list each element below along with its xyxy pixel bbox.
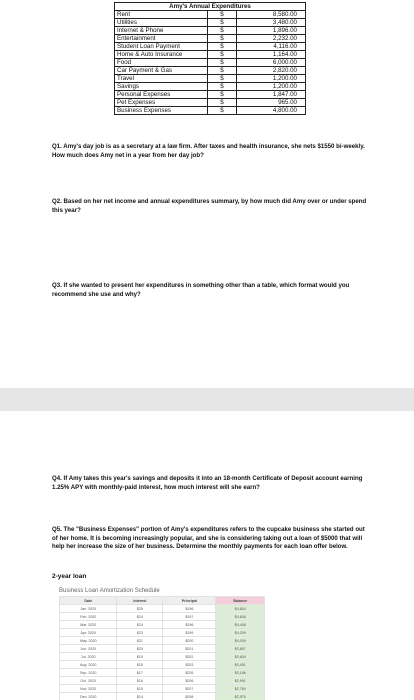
amortization-cell: Aug. 2020 bbox=[60, 661, 117, 669]
expense-value: 2,232.00 bbox=[237, 35, 306, 43]
expense-currency: $ bbox=[208, 67, 237, 75]
expense-row bbox=[115, 59, 306, 67]
amortization-cell: $3,604 bbox=[216, 653, 265, 661]
expense-value: 8,580.00 bbox=[237, 11, 306, 19]
amortization-row bbox=[60, 629, 265, 637]
document-page-2 bbox=[0, 411, 414, 700]
amortization-cell: $4,606 bbox=[216, 613, 265, 621]
expense-row bbox=[115, 91, 306, 99]
annual-expenditures-table bbox=[114, 2, 306, 115]
expense-currency: $ bbox=[208, 19, 237, 27]
expense-row bbox=[115, 11, 306, 19]
expense-currency: $ bbox=[208, 27, 237, 35]
page-gap bbox=[0, 388, 414, 411]
loan-offer-label: 2-year loan bbox=[52, 573, 87, 580]
amortization-cell: $202 bbox=[163, 653, 216, 661]
expense-label: Pet Expenses bbox=[115, 99, 208, 107]
expense-label: Internet & Phone bbox=[115, 27, 208, 35]
amortization-row bbox=[60, 613, 265, 621]
expense-value: 3,480.00 bbox=[237, 19, 306, 27]
amortization-cell: $2,991 bbox=[216, 677, 265, 685]
amortization-cell: $196 bbox=[163, 605, 216, 613]
expense-currency: $ bbox=[208, 99, 237, 107]
expense-row bbox=[115, 107, 306, 115]
amortization-cell: Apr. 2020 bbox=[60, 629, 117, 637]
amortization-cell: $2,576 bbox=[216, 693, 265, 700]
expense-currency: $ bbox=[208, 35, 237, 43]
amortization-header-cell: Balance bbox=[216, 597, 265, 605]
amortization-cell: $4,209 bbox=[216, 629, 265, 637]
amortization-cell: Oct. 2020 bbox=[60, 677, 117, 685]
amortization-cell: $206 bbox=[163, 677, 216, 685]
amortization-row bbox=[60, 693, 265, 700]
amortization-row bbox=[60, 677, 265, 685]
expense-label: Car Payment & Gas bbox=[115, 67, 208, 75]
expense-currency: $ bbox=[208, 75, 237, 83]
amortization-cell: Sep. 2020 bbox=[60, 669, 117, 677]
expense-value: 1,200.00 bbox=[237, 83, 306, 91]
amortization-row bbox=[60, 605, 265, 613]
amortization-cell: $200 bbox=[163, 637, 216, 645]
amortization-row bbox=[60, 645, 265, 653]
amortization-cell: $207 bbox=[163, 685, 216, 693]
expense-value: 1,200.00 bbox=[237, 75, 306, 83]
amortization-header-cell: Date bbox=[60, 597, 117, 605]
expense-value: 1,164.00 bbox=[237, 51, 306, 59]
expense-value: 6,000.00 bbox=[237, 59, 306, 67]
amortization-cell: $14 bbox=[117, 693, 163, 700]
amortization-cell: Jun. 2020 bbox=[60, 645, 117, 653]
amortization-cell: $4,804 bbox=[216, 605, 265, 613]
amortization-cell: $205 bbox=[163, 669, 216, 677]
expense-currency: $ bbox=[208, 107, 237, 115]
amortization-cell: $20 bbox=[117, 645, 163, 653]
amortization-cell: $15 bbox=[117, 685, 163, 693]
amortization-cell: $21 bbox=[117, 637, 163, 645]
amortization-cell: $17 bbox=[117, 669, 163, 677]
expense-row bbox=[115, 67, 306, 75]
expense-label: Rent bbox=[115, 11, 208, 19]
question-2: Q2. Based on her net income and annual expenditures summary, by how much did Amy over or under spend this year? bbox=[52, 198, 367, 214]
amortization-row bbox=[60, 685, 265, 693]
amortization-cell: $208 bbox=[163, 693, 216, 700]
amortization-cell: $199 bbox=[163, 629, 216, 637]
amortization-cell: $4,009 bbox=[216, 637, 265, 645]
expense-label: Home & Auto Insurance bbox=[115, 51, 208, 59]
expense-label: Food bbox=[115, 59, 208, 67]
expense-row bbox=[115, 83, 306, 91]
amortization-cell: $16 bbox=[117, 677, 163, 685]
question-3: Q3. If she wanted to present her expenditures in something other than a table, which format would you recommend she use and why? bbox=[52, 282, 350, 298]
amortization-cell: $23 bbox=[117, 629, 163, 637]
expense-value: 965.00 bbox=[237, 99, 306, 107]
amortization-cell: $3,196 bbox=[216, 669, 265, 677]
expense-row bbox=[115, 19, 306, 27]
amortization-cell: Jul. 2020 bbox=[60, 653, 117, 661]
expense-label: Travel bbox=[115, 75, 208, 83]
question-4: Q4. If Amy takes this year's savings and deposits it into an 18-month Certificate of Deposit account earning 1.25% APY with monthly-paid interest, how much interest will she earn? bbox=[52, 475, 363, 491]
expenditures-table-title: Amy's Annual Expenditures bbox=[115, 3, 306, 11]
expense-value: 1,896.00 bbox=[237, 27, 306, 35]
expense-currency: $ bbox=[208, 91, 237, 99]
amortization-row bbox=[60, 621, 265, 629]
expense-row bbox=[115, 75, 306, 83]
amortization-cell: $24 bbox=[117, 613, 163, 621]
amortization-cell: Mar. 2020 bbox=[60, 621, 117, 629]
amortization-header-cell: Principal bbox=[163, 597, 216, 605]
expense-row bbox=[115, 99, 306, 107]
expense-label: Savings bbox=[115, 83, 208, 91]
expense-currency: $ bbox=[208, 11, 237, 19]
amortization-row bbox=[60, 637, 265, 645]
amortization-row bbox=[60, 653, 265, 661]
expense-value: 4,116.00 bbox=[237, 43, 306, 51]
question-5: Q5. The "Business Expenses" portion of Amy's expenditures refers to the cupcake business she started out of her home. It is becoming increasingly popular, and she is considering taking out a loan of $5000 that will help her increase the size of her business. Determine the monthly payments for each loan offer below. bbox=[52, 526, 365, 551]
expense-currency: $ bbox=[208, 51, 237, 59]
amortization-cell: $3,401 bbox=[216, 661, 265, 669]
amortization-cell: $19 bbox=[117, 653, 163, 661]
expense-currency: $ bbox=[208, 43, 237, 51]
expense-value: 1,847.00 bbox=[237, 91, 306, 99]
expense-row bbox=[115, 43, 306, 51]
amortization-cell: $4,408 bbox=[216, 621, 265, 629]
amortization-cell: Feb. 2020 bbox=[60, 613, 117, 621]
amortization-cell: $197 bbox=[163, 613, 216, 621]
amortization-cell: $2,784 bbox=[216, 685, 265, 693]
amortization-cell: $198 bbox=[163, 621, 216, 629]
amortization-cell: $24 bbox=[117, 621, 163, 629]
expense-currency: $ bbox=[208, 59, 237, 67]
amortization-table bbox=[59, 596, 265, 700]
expense-row bbox=[115, 27, 306, 35]
expense-value: 4,800.00 bbox=[237, 107, 306, 115]
amortization-cell: $203 bbox=[163, 661, 216, 669]
amortization-cell: Nov. 2020 bbox=[60, 685, 117, 693]
amortization-cell: $3,807 bbox=[216, 645, 265, 653]
amortization-cell: Jan. 2020 bbox=[60, 605, 117, 613]
expense-row bbox=[115, 51, 306, 59]
amortization-schedule bbox=[59, 588, 269, 700]
amortization-cell: Dec. 2020 bbox=[60, 693, 117, 700]
amortization-header-row bbox=[60, 597, 265, 605]
expense-row bbox=[115, 35, 306, 43]
amortization-header-cell: Interest bbox=[117, 597, 163, 605]
amortization-cell: $201 bbox=[163, 645, 216, 653]
amortization-row bbox=[60, 661, 265, 669]
question-1: Q1. Amy's day job is as a secretary at a law firm. After taxes and health insurance, she nets $1550 bi-weekly. How much does Amy net in a year from her day job? bbox=[52, 143, 365, 159]
expense-label: Entertainment bbox=[115, 35, 208, 43]
expense-label: Utilities bbox=[115, 19, 208, 27]
expense-currency: $ bbox=[208, 83, 237, 91]
schedule-title: Business Loan Amortization Schedule bbox=[59, 588, 160, 594]
expense-value: 2,820.00 bbox=[237, 67, 306, 75]
expense-label: Business Expenses bbox=[115, 107, 208, 115]
expense-label: Personal Expenses bbox=[115, 91, 208, 99]
amortization-cell: May. 2020 bbox=[60, 637, 117, 645]
expense-label: Student Loan Payment bbox=[115, 43, 208, 51]
amortization-cell: $25 bbox=[117, 605, 163, 613]
amortization-row bbox=[60, 669, 265, 677]
amortization-cell: $18 bbox=[117, 661, 163, 669]
